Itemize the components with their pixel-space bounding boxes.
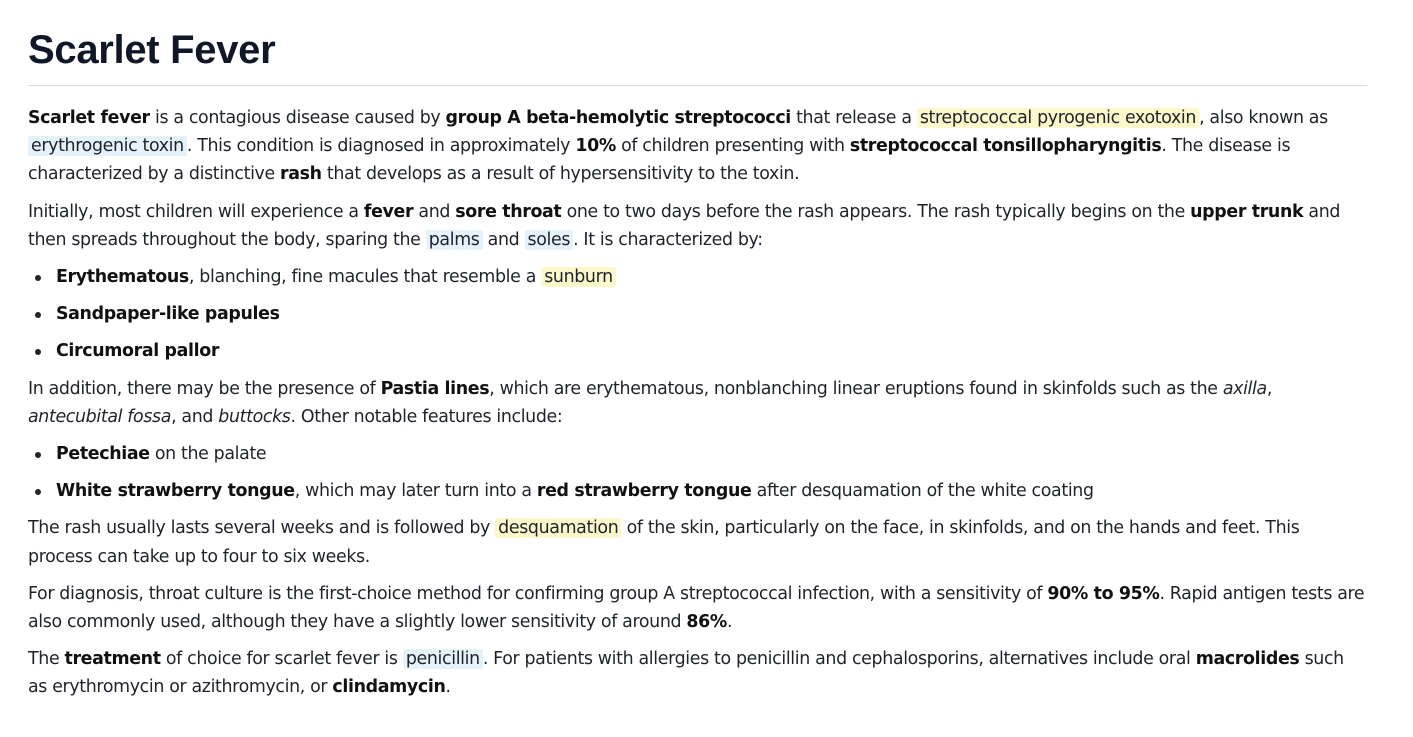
text: after desquamation of the white coating xyxy=(751,481,1094,502)
text: and then spreads throughout the body, sparing the xyxy=(28,201,1341,250)
term-sore-throat: sore throat xyxy=(455,201,562,222)
term-petechiae: Petechiae xyxy=(56,444,150,465)
term-rash: rash xyxy=(280,164,322,185)
term-sandpaper-papules: Sandpaper-like papules xyxy=(56,304,280,325)
text: , which are erythematous, nonblanching linear eruptions found in skinfolds such as the xyxy=(489,378,1223,399)
list-item xyxy=(56,477,1367,505)
text: and xyxy=(482,229,525,250)
text: , which may later turn into a xyxy=(294,481,537,502)
symptoms-paragraph xyxy=(28,198,1367,254)
stat-rapid-test-sensitivity: 86% xyxy=(686,612,727,633)
intro-paragraph xyxy=(28,104,1367,189)
page-title: Scarlet Fever xyxy=(28,28,276,72)
list-item xyxy=(56,300,1367,328)
term-buttocks: buttocks xyxy=(218,406,291,427)
text: , blanching, fine macules that resemble a xyxy=(188,267,542,288)
text: is a contagious disease caused by xyxy=(149,108,446,128)
rash-characteristics-list xyxy=(28,263,1367,366)
text: The rash usually lasts several weeks and is followed by xyxy=(28,518,496,539)
term-pastia-lines: Pastia lines xyxy=(380,378,490,399)
term-erythematous: Erythematous xyxy=(56,267,189,288)
text: . xyxy=(726,612,733,633)
list-item xyxy=(56,337,1367,365)
link-erythrogenic-toxin[interactable]: erythrogenic toxin xyxy=(28,136,187,156)
text: Initially, most children will experience a xyxy=(28,201,364,222)
list-item xyxy=(56,440,1367,468)
term-scarlet-fever: Scarlet fever xyxy=(28,108,150,128)
article-body xyxy=(28,104,1367,702)
link-palms[interactable]: palms xyxy=(426,230,483,250)
text: and xyxy=(413,201,456,222)
stat-culture-sensitivity: 90% to 95% xyxy=(1047,583,1160,604)
term-tonsillopharyngitis: streptococcal tonsillopharyngitis xyxy=(849,136,1162,157)
term-fever: fever xyxy=(363,201,414,222)
term-antecubital-fossa: antecubital fossa xyxy=(28,406,172,427)
text: . For patients with allergies to penicillin and cephalosporins, alternatives include oral xyxy=(482,649,1196,670)
text: of the skin, particularly on the face, in skinfolds, and on the hands and feet. This process can take up to four to six weeks. xyxy=(28,518,1300,567)
text: . This condition is diagnosed in approximately xyxy=(186,136,576,157)
text: , and xyxy=(171,406,219,427)
term-clindamycin: clindamycin xyxy=(332,677,446,698)
term-red-strawberry-tongue: red strawberry tongue xyxy=(536,481,752,502)
highlight-desquamation[interactable]: desquamation xyxy=(495,518,621,538)
desquamation-paragraph xyxy=(28,514,1367,570)
highlight-sunburn[interactable]: sunburn xyxy=(541,267,616,287)
term-circumoral-pallor: Circumoral pallor xyxy=(56,341,220,362)
stat-10-percent: 10% xyxy=(575,136,616,157)
text: . It is characterized by: xyxy=(573,229,763,250)
text: . Other notable features include: xyxy=(290,406,563,427)
text: one to two days before the rash appears. The rash typically begins on the xyxy=(561,201,1191,222)
text: such as erythromycin or azithromycin, or xyxy=(28,649,1344,698)
term-group-a-strep: group A beta-hemolytic streptococci xyxy=(445,108,791,128)
term-white-strawberry-tongue: White strawberry tongue xyxy=(56,481,295,502)
text: that release a xyxy=(790,108,917,128)
text: For diagnosis, throat culture is the first-choice method for confirming group A streptococcal infection, with a sensitivity of xyxy=(28,583,1048,604)
text: . The disease is characterized by a distinctive xyxy=(28,136,1291,185)
text: . xyxy=(445,677,451,698)
diagnosis-paragraph xyxy=(28,580,1367,636)
text: In addition, there may be the presence of xyxy=(28,378,381,399)
text: that develops as a result of hypersensitivity to the toxin. xyxy=(321,164,800,185)
text: The xyxy=(28,649,65,670)
text: , xyxy=(1266,378,1273,399)
text: of children presenting with xyxy=(615,136,850,157)
link-soles[interactable]: soles xyxy=(525,230,574,250)
title-divider xyxy=(28,85,1367,86)
text: , also known as xyxy=(1199,108,1328,128)
highlight-pyrogenic-exotoxin[interactable]: streptococcal pyrogenic exotoxin xyxy=(917,108,1199,128)
text: on the palate xyxy=(149,444,267,465)
list-item xyxy=(56,263,1367,291)
term-axilla: axilla xyxy=(1222,378,1267,399)
other-features-list xyxy=(28,440,1367,505)
text: . Rapid antigen tests are also commonly used, although they have a slightly lower sensitivity of around xyxy=(28,583,1365,633)
text: of choice for scarlet fever is xyxy=(160,649,403,670)
term-treatment: treatment xyxy=(64,649,161,670)
term-upper-trunk: upper trunk xyxy=(1190,201,1304,222)
pastia-paragraph xyxy=(28,375,1367,431)
link-penicillin[interactable]: penicillin xyxy=(403,649,483,669)
term-macrolides: macrolides xyxy=(1195,649,1300,670)
treatment-paragraph xyxy=(28,645,1367,701)
